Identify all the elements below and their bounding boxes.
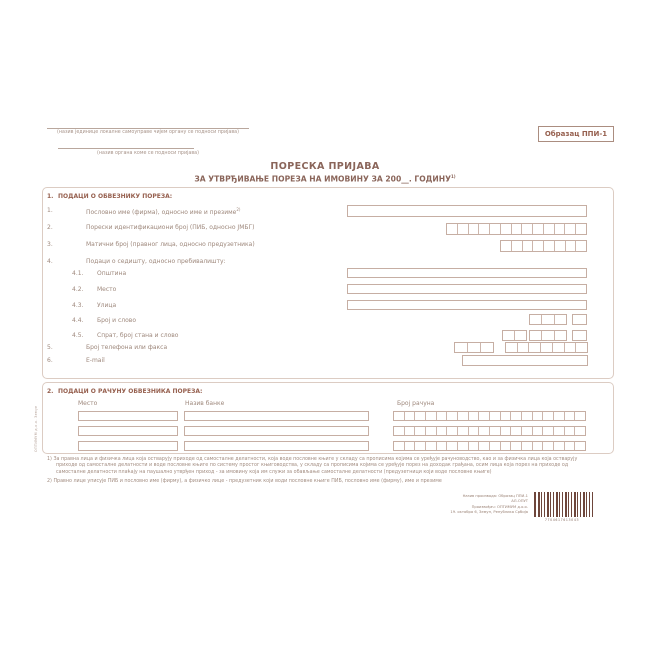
business-name-field[interactable]: [347, 205, 587, 217]
printer-info-line4: 19. октобра 6, Земун, Република Србија: [450, 510, 528, 515]
maticni-broj-field[interactable]: [500, 240, 587, 252]
row2-num: 2.: [47, 224, 53, 231]
row5-num: 5.: [47, 344, 53, 351]
row45-num: 4.5.: [72, 332, 84, 339]
account-banka-field-3[interactable]: [184, 441, 369, 451]
col-mesto-label: Место: [78, 400, 98, 407]
footnote-2: 2) Правно лице уписује ПИБ и пословно име (фирму), а физичко лице - предузетник који води пословне књиге ПИБ, пословно име (фирму), име и презиме: [47, 479, 442, 485]
row1-num: 1.: [47, 207, 53, 214]
row44-num: 4.4.: [72, 317, 84, 324]
organ-name-line: [58, 148, 194, 149]
row43-num: 4.3.: [72, 302, 84, 309]
row3-num: 3.: [47, 241, 53, 248]
printer-info: [408, 494, 528, 515]
section1-heading: ПОДАЦИ О ОБВЕЗНИКУ ПОРЕЗА:: [58, 193, 173, 200]
row3-label: Матични број (правног лица, односно предузетника): [86, 241, 255, 248]
broj-field[interactable]: [529, 314, 567, 325]
row42-label: Место: [97, 286, 117, 293]
row5-label: Број телефона или факса: [86, 344, 168, 351]
opstina-field[interactable]: [347, 268, 587, 278]
row45-label: Спрат, број стана и слово: [97, 332, 179, 339]
footnote-1: 1) За правна лица и физичка лица која остварују приходе од самосталне делатности, која воде пословне књиге у складу са прописима којима се уређује рачуноводство, као и за физичка лица која остварују приходе од самосталне делатности и воде пословне књиге по систему простог књиговодства, у складу са прописима којима се уређује порез на доходак грађана, осим лица која порез на приходе од самосталне делатности плаћају на паушално утврђен приход - за имовину која им служи за обављање самосталне делатности (предузетници који воде пословне књиге): [47, 457, 578, 475]
form-title: ПОРЕСКА ПРИЈАВА: [270, 161, 380, 172]
row1-label-text: Пословно име (фирма), односно име и презиме: [86, 209, 237, 216]
account-banka-field-2[interactable]: [184, 426, 369, 436]
row2-label: Порески идентификациони број (ПИБ, односно ЈМБГ): [86, 224, 255, 231]
row41-num: 4.1.: [72, 270, 84, 277]
form-code-badge: Образац ППИ-1: [538, 126, 614, 142]
sprat-field[interactable]: [502, 330, 527, 341]
broj-stana-field[interactable]: [529, 330, 567, 341]
telefon-prefix-field[interactable]: [454, 342, 494, 353]
printer-info-line1: Назив производа: Образац ППИ-1: [462, 494, 528, 498]
ulica-field[interactable]: [347, 300, 587, 310]
account-number-field-1[interactable]: [393, 411, 586, 421]
authority-name-caption: (назив јединице локалне самоуправе чијем органу се подноси пријава): [57, 130, 239, 135]
account-mesto-field-2[interactable]: [78, 426, 178, 436]
form-subtitle: [0, 175, 650, 183]
pib-field[interactable]: [446, 223, 587, 235]
authority-name-line: [47, 128, 249, 129]
row4-label: Подаци о седишту, односно пребивалишту:: [86, 258, 226, 265]
col-banka-label: Назив банке: [185, 400, 225, 407]
form-subtitle-footref: 1): [451, 174, 456, 179]
row6-num: 6.: [47, 357, 53, 364]
printer-info-line3: Произвођач: ОПТИМУМ д.о.о.: [471, 504, 528, 509]
vertical-print-note: ОПТИМУМ д.о.о. Земун: [34, 405, 38, 452]
row42-num: 4.2.: [72, 286, 84, 293]
barcode: [534, 492, 593, 517]
account-mesto-field-1[interactable]: [78, 411, 178, 421]
form-subtitle-text: ЗА УТВРЂИВАЊЕ ПОРЕЗА НА ИМОВИНУ ЗА 200__. ГОДИНУ: [194, 174, 451, 184]
row1-label: [86, 208, 240, 216]
col-racun-label: Број рачуна: [397, 400, 435, 407]
row43-label: Улица: [97, 302, 117, 309]
footnotes: [47, 457, 593, 489]
stan-slovo-field[interactable]: [572, 330, 587, 341]
section1-number: 1.: [47, 193, 54, 200]
row4-num: 4.: [47, 258, 53, 265]
account-banka-field-1[interactable]: [184, 411, 369, 421]
section2-heading: ПОДАЦИ О РАЧУНУ ОБВЕЗНИКА ПОРЕЗА:: [58, 388, 203, 395]
telefon-number-field[interactable]: [505, 342, 588, 353]
row1-footref: 2): [236, 207, 241, 212]
row44-label: Број и слово: [97, 317, 136, 324]
organ-name-caption: (назив органа коме се подноси пријава): [97, 151, 199, 156]
account-mesto-field-3[interactable]: [78, 441, 178, 451]
account-number-field-2[interactable]: [393, 426, 586, 436]
row41-label: Општина: [97, 270, 127, 277]
mesto-field[interactable]: [347, 284, 587, 294]
email-field[interactable]: [462, 355, 588, 366]
barcode-digits: 7704617613043: [544, 518, 580, 522]
account-number-field-3[interactable]: [393, 441, 586, 451]
row6-label: E-mail: [86, 357, 105, 364]
slovo-field[interactable]: [572, 314, 587, 325]
section2-number: 2.: [47, 388, 54, 395]
printer-info-line2: АЛ-ОПУТ: [511, 499, 528, 504]
